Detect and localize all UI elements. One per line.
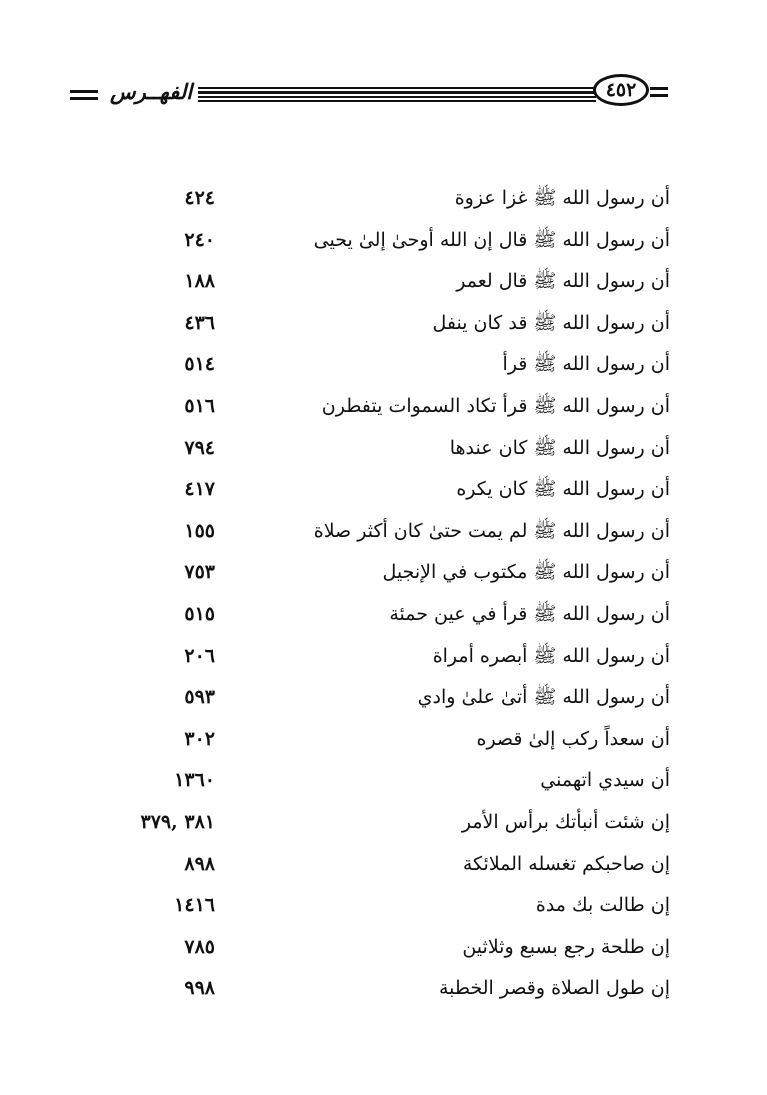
entry-text: أن رسول الله ﷺ كان عندها [449,436,670,459]
entry-page-number: ٨٩٨ [184,852,215,875]
entry-text: إن شئت أنبأتك برأس الأمر [461,810,670,833]
entry-text: أن رسول الله ﷺ أبصره أمراة [432,644,670,667]
entry-page-number: ٤٣٦ [184,311,215,334]
index-entry [0,513,767,555]
entry-text: أن رسول الله ﷺ قرأ [502,353,670,376]
index-entry [0,846,767,888]
entry-text: أن رسول الله ﷺ قال إن الله أوحىٰ إلىٰ يحيى [313,228,670,251]
index-entry [0,804,767,846]
entry-page-number: ٥١٥ [184,602,215,625]
entry-text: أن رسول الله ﷺ لم يمت حتىٰ كان أكثر صلاة [313,519,670,542]
entry-text: أن رسول الله ﷺ مكتوب في الإنجيل [382,561,670,584]
entry-page-number: ٥٩٣ [184,686,215,709]
entry-page-number: ٣٠٢ [184,727,215,750]
index-entry [0,388,767,430]
entry-page-number: ٥١٤ [184,353,215,376]
entry-page-number: ١٥٥ [184,519,215,542]
header-ornament-left [70,90,98,101]
index-list [0,180,767,1012]
index-entry [0,263,767,305]
entry-text: إن طلحة رجع بسبع وثلاثين [462,935,670,958]
entry-text: أن رسول الله ﷺ قرأ تكاد السموات يتفطرن [321,394,670,417]
entry-page-number: ٥١٦ [184,394,215,417]
entry-page-number: ٧٨٥ [184,935,215,958]
entry-text: أن سيدي اتهمني [540,769,670,792]
entry-text: إن صاحبكم تغسله الملائكة [462,852,670,875]
page-header [66,70,670,110]
entry-text: أن رسول الله ﷺ قال لعمر [456,270,670,293]
header-rule [198,87,596,104]
index-entry [0,721,767,763]
entry-text: إن طول الصلاة وقصر الخطبة [438,977,670,1000]
entry-text: أن رسول الله ﷺ قرأ في عين حمئة [389,602,670,625]
index-entry [0,222,767,264]
entry-page-number: ٩٩٨ [184,977,215,1000]
entry-page-number: ١٣٦٠ [174,769,215,792]
entry-text: أن رسول الله ﷺ كان يكره [456,478,670,501]
entry-text: أن رسول الله ﷺ أتىٰ علىٰ وادي [417,686,670,709]
entry-page-number: ١٨٨ [184,270,215,293]
entry-page-number: ١٤١٦ [174,894,215,917]
entry-page-number: ٣٨١ ,٣٧٩ [140,810,215,833]
index-entry [0,929,767,971]
index-entry [0,305,767,347]
index-entry [0,471,767,513]
index-entry [0,554,767,596]
entry-page-number: ٧٥٣ [184,561,215,584]
index-entry [0,638,767,680]
entry-text: أن رسول الله ﷺ غزا عزوة [454,187,670,209]
page-number: ٤٥٢ [593,74,649,106]
index-entry [0,346,767,388]
index-entry [0,180,767,222]
index-entry [0,887,767,929]
entry-text: أن سعداً ركب إلىٰ قصره [476,727,670,750]
index-entry [0,596,767,638]
entry-page-number: ٤١٧ [184,478,215,501]
entry-text: إن طالت بك مدة [535,894,670,917]
index-entry [0,679,767,721]
index-entry [0,970,767,1012]
index-entry [0,430,767,472]
entry-text: أن رسول الله ﷺ قد كان ينفل [432,311,670,334]
entry-page-number: ٤٢٤ [184,187,215,209]
header-ornament-right [650,87,668,98]
entry-page-number: ٢٤٠ [184,228,215,251]
entry-page-number: ٢٠٦ [184,644,215,667]
index-entry [0,762,767,804]
header-title: الفهــرس [110,79,193,104]
entry-page-number: ٧٩٤ [184,436,215,459]
